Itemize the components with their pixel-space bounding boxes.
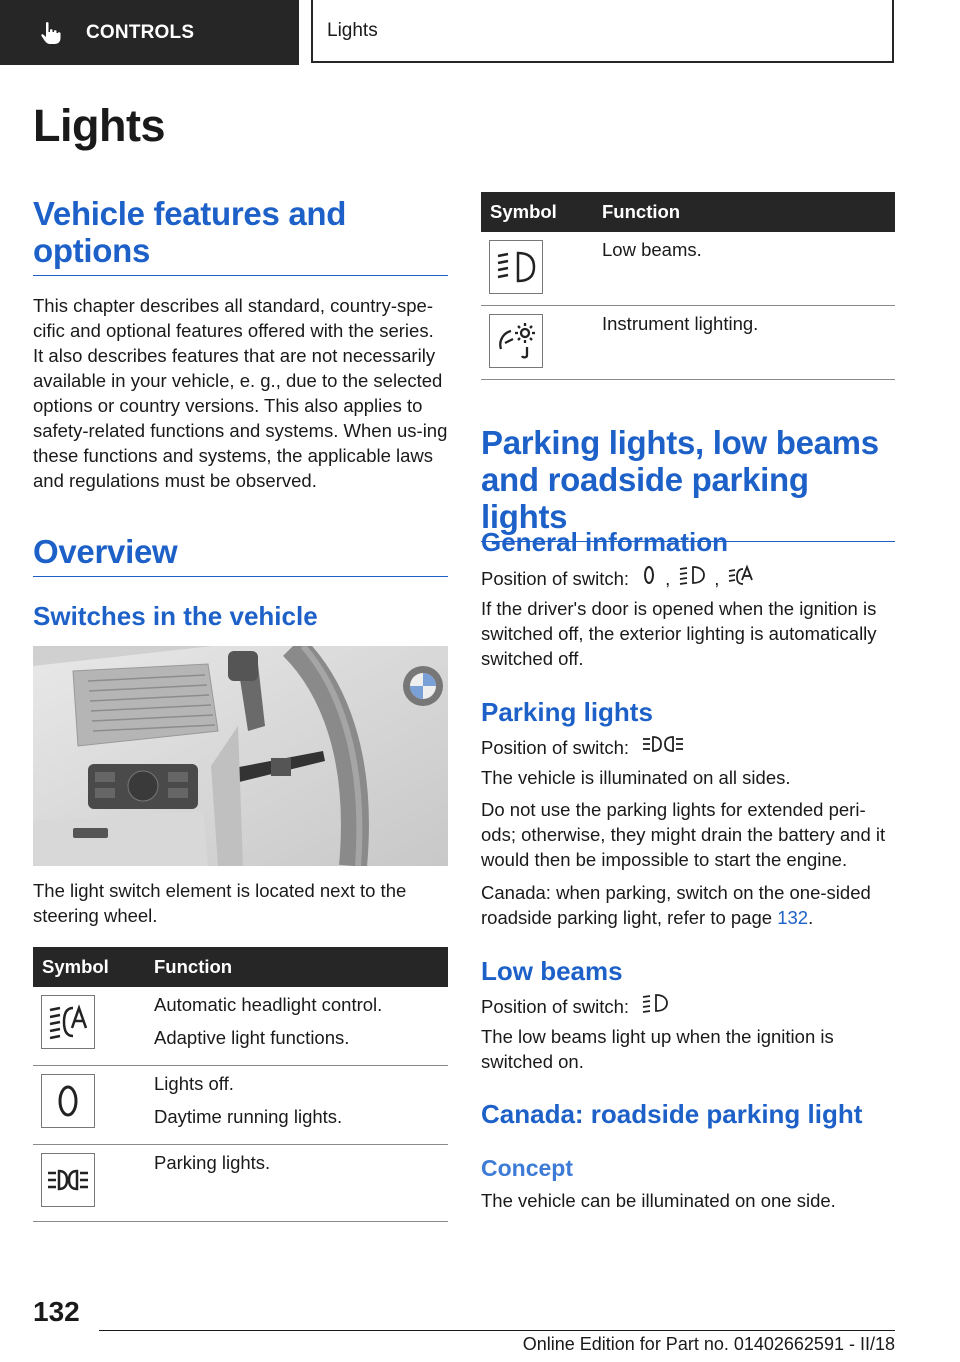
vehicle-features-text: This chapter describes all standard, country-spe-cific and optional features offered with the series. It also describes features that are not necessarily available in your vehicle, e. g., due to the selected options or country versions. This also applies to safety-related functions and systems. When us-ing these functions and systems, the applicable laws and regulations must be observed. [33,295,448,491]
parking-lights-icon [641,733,685,761]
page-title: Lights [33,100,165,151]
table-row [33,1066,448,1145]
switch-label: Position of switch: [481,736,630,758]
low-beams-heading: Low beams [481,956,623,986]
low-beam-icon [489,240,543,294]
vehicle-features-heading: Vehicle features and options [33,195,448,276]
general-information-heading: General information [481,527,729,557]
table-row [481,306,895,380]
topic-tab [311,0,894,63]
instrument-lighting-icon [489,314,543,368]
function-line: Daytime running lights. [154,1106,343,1127]
edition-text: Online Edition for Part no. 01402662591 - II/18 [522,1334,895,1354]
footer-divider [99,1330,895,1331]
overview-heading: Overview [33,533,448,577]
table-row [33,1145,448,1222]
general-switch-line: Position of switch: , , [481,564,895,592]
symbol-table-left [33,947,448,1222]
parking-lights-icon [41,1153,95,1207]
parking-lights-text-3 [481,880,895,930]
table-row [481,232,895,306]
table-row [33,987,448,1066]
page-reference-link[interactable]: 132 [777,907,809,928]
function-line: Adaptive light functions. [154,1027,350,1048]
switch-label: Position of switch: [481,995,630,1017]
function-header: Function [154,947,448,987]
function-line: Low beams. [602,239,702,260]
topic-label: Lights [327,19,378,41]
function-header: Function [602,192,895,232]
auto-headlight-icon [41,995,95,1049]
parking-text-suffix: . [808,907,814,928]
symbol-table-right [481,192,895,380]
low-beam-icon [678,564,706,592]
parking-lights-text-2: Do not use the parking lights for extended peri-ods; otherwise, they might drain the battery and it would then be impossible to start the engine. [481,799,886,870]
dashboard-illustration [33,646,448,866]
page-number: 132 [33,1296,80,1327]
function-line: Lights off. [154,1073,234,1094]
low-beams-switch-line [481,992,895,1020]
concept-text: The vehicle can be illuminated on one side. [481,1190,836,1211]
low-beam-icon [641,992,669,1020]
general-information-text: If the driver's door is opened when the ignition is switched off, the exterior lighting is automatically switched off. [481,598,877,669]
hand-pointer-icon [40,21,62,45]
function-line: Automatic headlight control. [154,994,383,1015]
light-switch-photo [33,646,448,866]
low-beams-text: The low beams light up when the ignition is switched on. [481,1026,834,1072]
parking-lights-text-1: The vehicle is illuminated on all sides. [481,767,791,788]
parking-lights-heading: Parking lights [481,697,653,727]
symbol-header: Symbol [481,192,602,232]
section-label: CONTROLS [86,21,195,43]
switches-heading: Switches in the vehicle [33,601,318,631]
switch-label: Position of switch: [481,567,630,589]
parking-switch-line [481,733,895,761]
lights-off-icon [641,564,657,592]
parking-section-heading: Parking lights, low beams and roadside parking lights [481,424,895,542]
section-tab [0,0,299,65]
function-line: Instrument lighting. [602,313,759,334]
roadside-heading: Canada: roadside parking light [481,1099,863,1129]
symbol-header: Symbol [33,947,154,987]
switch-location-caption: The light switch element is located next to the steering wheel. [33,880,407,926]
lights-off-icon [41,1074,95,1128]
parking-text-prefix: Canada: when parking, switch on the one-sided roadside parking light, refer to page [481,882,871,928]
auto-headlight-icon [727,564,755,592]
concept-heading: Concept [481,1155,573,1181]
function-line: Parking lights. [154,1152,271,1173]
